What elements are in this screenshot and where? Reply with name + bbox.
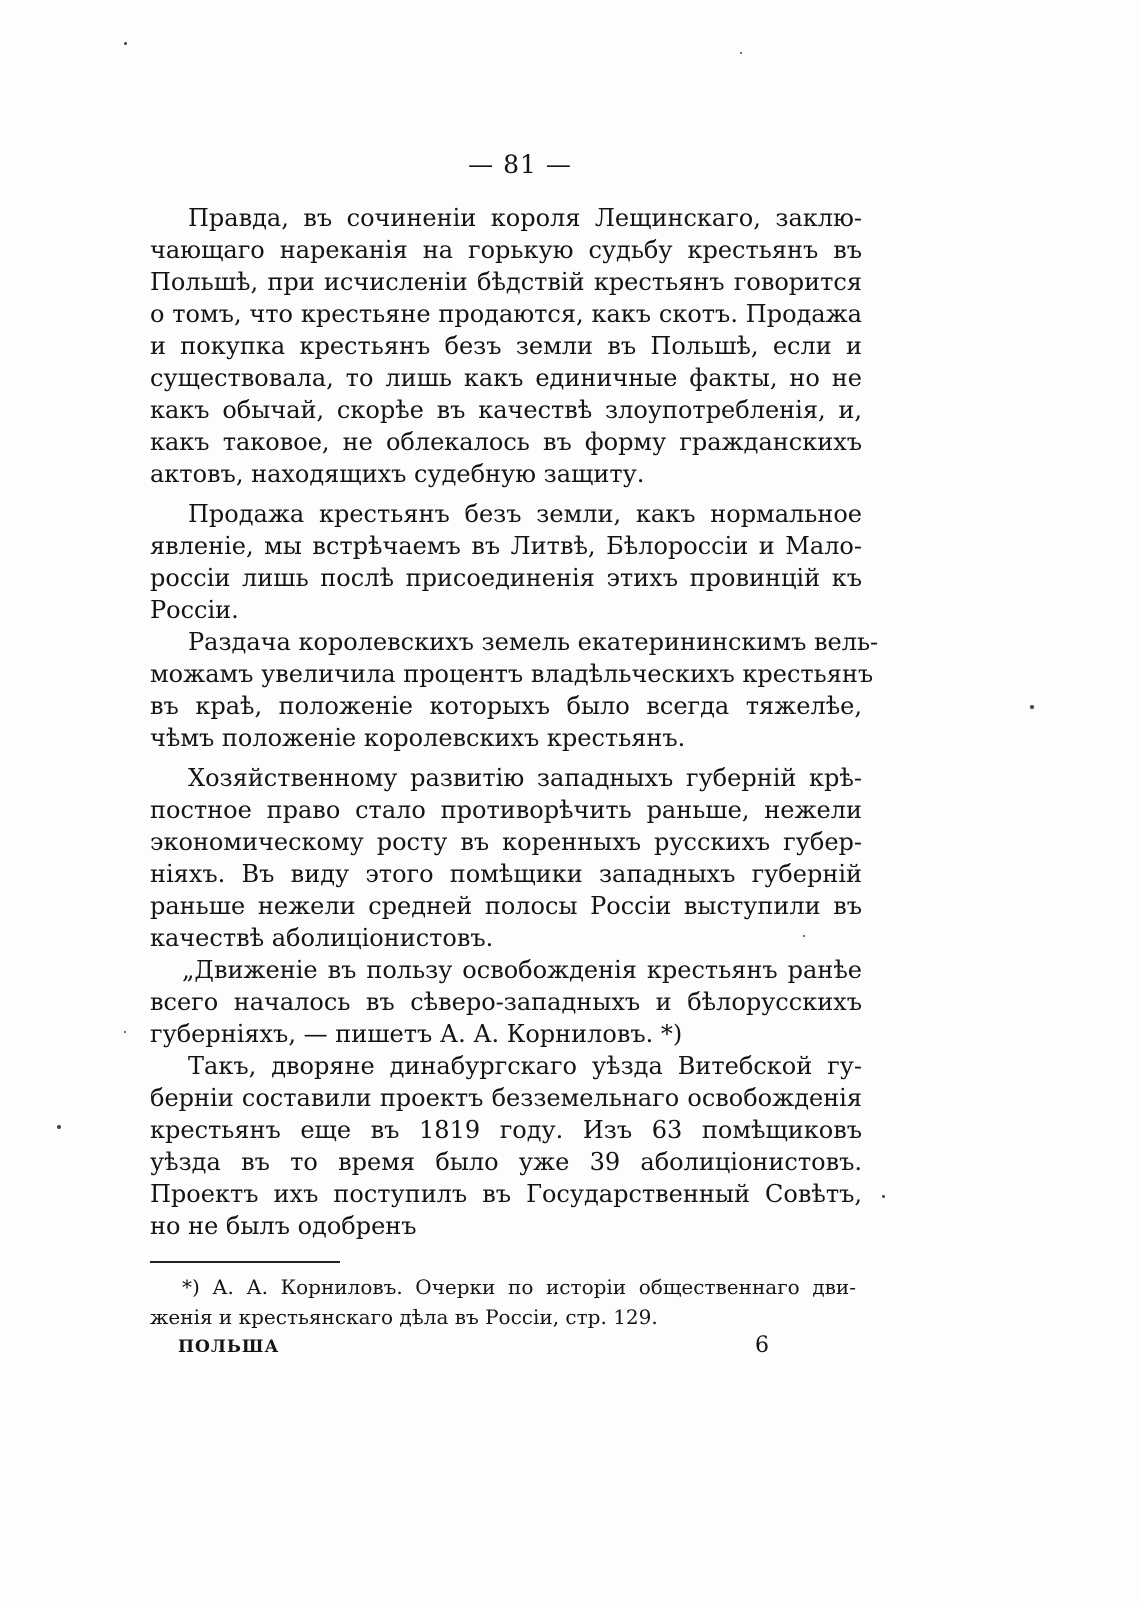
scan-speck [803,935,805,937]
text-line: чающаго нареканія на горькую судьбу крестьянъ въ [150,236,862,264]
signature-mark: ПОЛЬША [178,1337,280,1357]
text-line: Проектъ ихъ поступилъ въ Государственный Совѣтъ, [150,1180,862,1208]
text-line: Польшѣ, при исчисленіи бѣдствій крестьянъ говорится [150,268,862,296]
text-line: Россіи. [150,596,239,624]
text-line: Продажа крестьянъ безъ земли, какъ нормальное [188,500,862,528]
text-line: раньше нежели средней полосы Россіи выступили въ [150,892,862,920]
text-line: Правда, въ сочиненіи короля Лещинскаго, заклю- [188,204,862,232]
text-line: какъ таковое, не облекалось въ форму гражданскихъ [150,428,862,456]
scan-speck [57,1125,61,1129]
sheet-number: 6 [755,1333,769,1358]
text-line: можамъ увеличила процентъ владѣльческихъ крестьянъ [150,660,874,688]
footnote-line: *) А. А. Корниловъ. Очерки по исторіи общественнаго дви- [182,1275,856,1299]
text-line: губерніяхъ, — пишетъ А. А. Корниловъ. *) [150,1020,683,1048]
scan-speck [124,42,127,45]
text-line: какъ обычай, скорѣе въ качествѣ злоупотребленія, и, [150,396,862,424]
scan-speck [124,1031,126,1033]
text-line: но не былъ одобренъ [150,1212,417,1240]
text-line: Такъ, дворяне динабургскаго уѣзда Витебской гу- [188,1052,862,1080]
text-line: актовъ, находящихъ судебную защиту. [150,460,645,488]
text-line: существовала, то лишь какъ единичные факты, но не [150,364,862,392]
text-line: о томъ, что крестьяне продаются, какъ скотъ. Продажа [150,300,862,328]
text-line: Хозяйственному развитію западныхъ губерній крѣ- [188,764,862,792]
scan-speck [740,52,742,54]
text-line: уѣзда въ то время было уже 39 аболиціонистовъ. [150,1148,862,1176]
text-line: россіи лишь послѣ присоединенія этихъ провинцій къ [150,564,862,592]
text-line: явленіе, мы встрѣчаемъ въ Литвѣ, Бѣлороссіи и Мало- [150,532,862,560]
text-line: и покупка крестьянъ безъ земли въ Польшѣ, если и [150,332,862,360]
text-line: берніи составили проектъ безземельнаго освобожденія [150,1084,862,1112]
footnote-rule [150,1261,340,1263]
text-line: Раздача королевскихъ земель екатерининскимъ вель- [188,628,879,656]
text-line: постное право стало противорѣчить раньше, нежели [150,796,862,824]
page-number: — 81 — [468,150,572,179]
text-line: крестьянъ еще въ 1819 году. Изъ 63 помѣщиковъ [150,1116,862,1144]
text-line: „Движеніе въ пользу освобожденія крестьянъ ранѣе [182,956,862,984]
scan-speck [1030,705,1034,709]
text-line: ніяхъ. Въ виду этого помѣщики западныхъ губерній [150,860,862,888]
text-line: экономическому росту въ коренныхъ русскихъ губер- [150,828,862,856]
text-line: всего началось въ сѣверо-западныхъ и бѣлорусскихъ [150,988,862,1016]
text-line: чѣмъ положеніе королевскихъ крестьянъ. [150,724,686,752]
footnote-line: женія и крестьянскаго дѣла въ Россіи, стр. 129. [150,1305,658,1329]
text-line: качествѣ аболиціонистовъ. [150,924,494,952]
scan-speck [882,1195,885,1198]
text-line: въ краѣ, положеніе которыхъ было всегда тяжелѣе, [150,692,862,720]
